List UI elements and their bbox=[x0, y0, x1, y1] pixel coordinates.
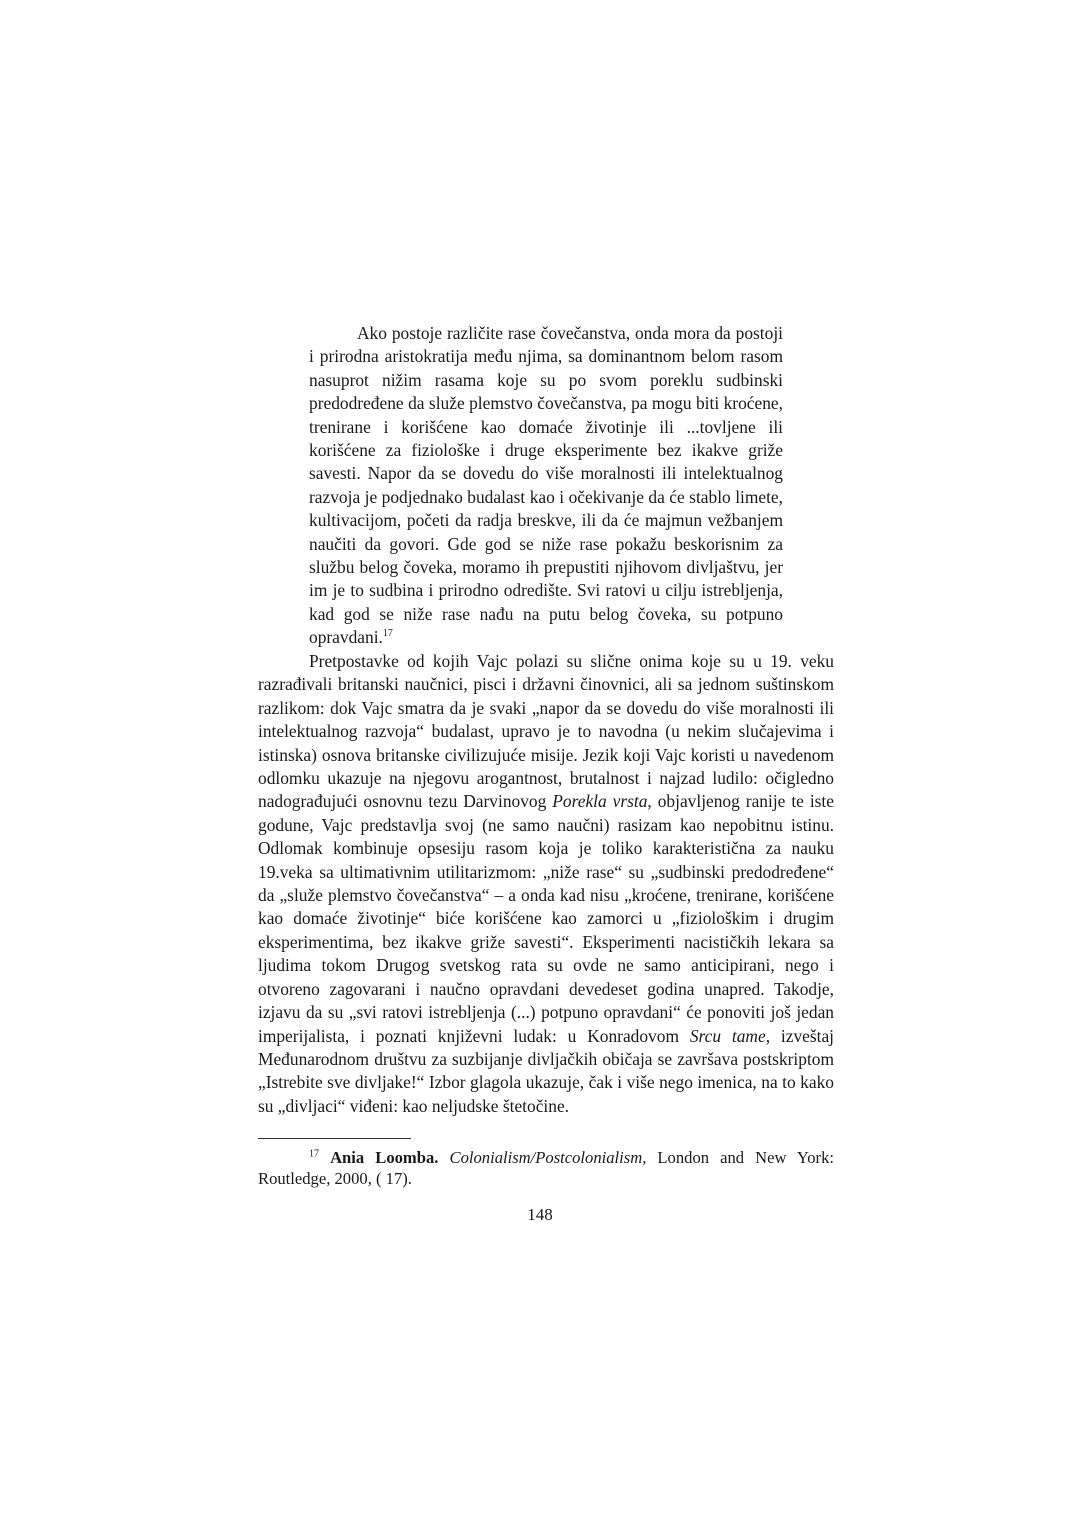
body-text-segment-1: Pretpostavke od kojih Vajc polazi su slične onima koje su u 19. veku razrađivali britanski naučnici, pisci i državni činovnici, ali sa jednom suštinskom razlikom: dok Vajc smatra da je svaki „napor da se dovedu do više moralnosti ili intelektualnog razvoja“ budalast, upravo je to navodna (u nekim slučajevima i istinska) osnova britanske civilizujuće misije. Jezik koji Vajc koristi u navedenom odlomku ukazuje na njegovu arogantnost, brutalnost i najzad ludilo: očigledno nadograđujući osnovnu tezu Darvinovog bbox=[258, 651, 834, 812]
page-number: 148 bbox=[527, 1205, 553, 1224]
book-title-porekla-vrsta: Porekla vrsta bbox=[552, 791, 648, 812]
footnote-citation: , London and New York: Routledge, 2000, ( 17). bbox=[258, 1148, 834, 1188]
footnote-reference: 17 bbox=[382, 628, 393, 640]
block-quote bbox=[309, 322, 783, 650]
footnote bbox=[258, 1147, 834, 1189]
footnote-title: Colonialism/Postcolonialism bbox=[449, 1148, 643, 1167]
footnote-separator bbox=[258, 1138, 411, 1139]
body-text-segment-3: , izveštaj Međunarodnom društvu za suzbijanje divljačkih običaja se završava postskriptom „Istrebite sve divljake!“ Izbor glagola ukazuje, čak i više nego imenica, na to kako su „divljaci“ viđeni: kao neljudske štetočine. bbox=[258, 1025, 835, 1116]
body-text-segment-2: , objavljenog ranije te iste godune, Vajc predstavlja svoj (ne samo naučni) rasizam kao nepobitnu istinu. Odlomak kombinuje opsesiju rasom koja je toliko karakteristična za nauku 19.veka sa ultimativnim utilitarizmom: „niže rase“ su „sudbinski predodređene“ da „služe plemstvo čovečanstva“ – a onda kad nisu „kroćene, trenirane, korišćene kao domaće životinje“ biće korišćene kao zamorci u „fiziološkim i drugim eksperimentima, bez ikakve griže savesti“. Eksperimenti nacističkih lekara sa ljudima tokom Drugog svetskog rata su ovde ne samo anticipirani, nego i otvoreno zagovarani i naučno opravdani devedeset godina unapred. Takodje, izjavu da su „svi ratovi istrebljenja (...) potpuno opravdani“ će ponoviti još jedan imperijalista, i poznati književni ludak: u Konradovom bbox=[258, 791, 834, 1046]
body-paragraph bbox=[258, 650, 834, 1118]
footnote-number: 17 bbox=[309, 1148, 319, 1160]
footnote-author: Ania Loomba. bbox=[330, 1148, 439, 1167]
body-text bbox=[258, 650, 834, 1118]
block-quote-text: Ako postoje različite rase čovečanstva, onda mora da postoji i prirodna aristokratija među njima, sa dominantnom belom rasom nasuprot nižim rasama koje su po svom poreklu sudbinski predodređene da služe plemstvo čovečanstva, pa mogu biti kroćene, trenirane i korišćene kao domaće životinje ili ...tovljene ili korišćene za fiziološke i druge eksperimente bez ikakve griže savesti. Napor da se dovedu do više moralnosti ili intelektualnog razvoja je podjednako budalast kao i očekivanje da će stablo limete, kultivacijom, početi da radja breskve, ili da će majmun vežbanjem naučiti da govori. Gde god se niže rase pokažu beskorisnim za službu belog čoveka, moramo ih prepustiti njihovom divljaštvu, jer im je to sudbina i prirodno odredište. Svi ratovi u cilju istrebljenja, kad god se niže rase nađu na putu belog čoveka, su potpuno opravdani. bbox=[309, 323, 783, 648]
book-title-srcu-tame: Srcu tame bbox=[689, 1025, 766, 1046]
